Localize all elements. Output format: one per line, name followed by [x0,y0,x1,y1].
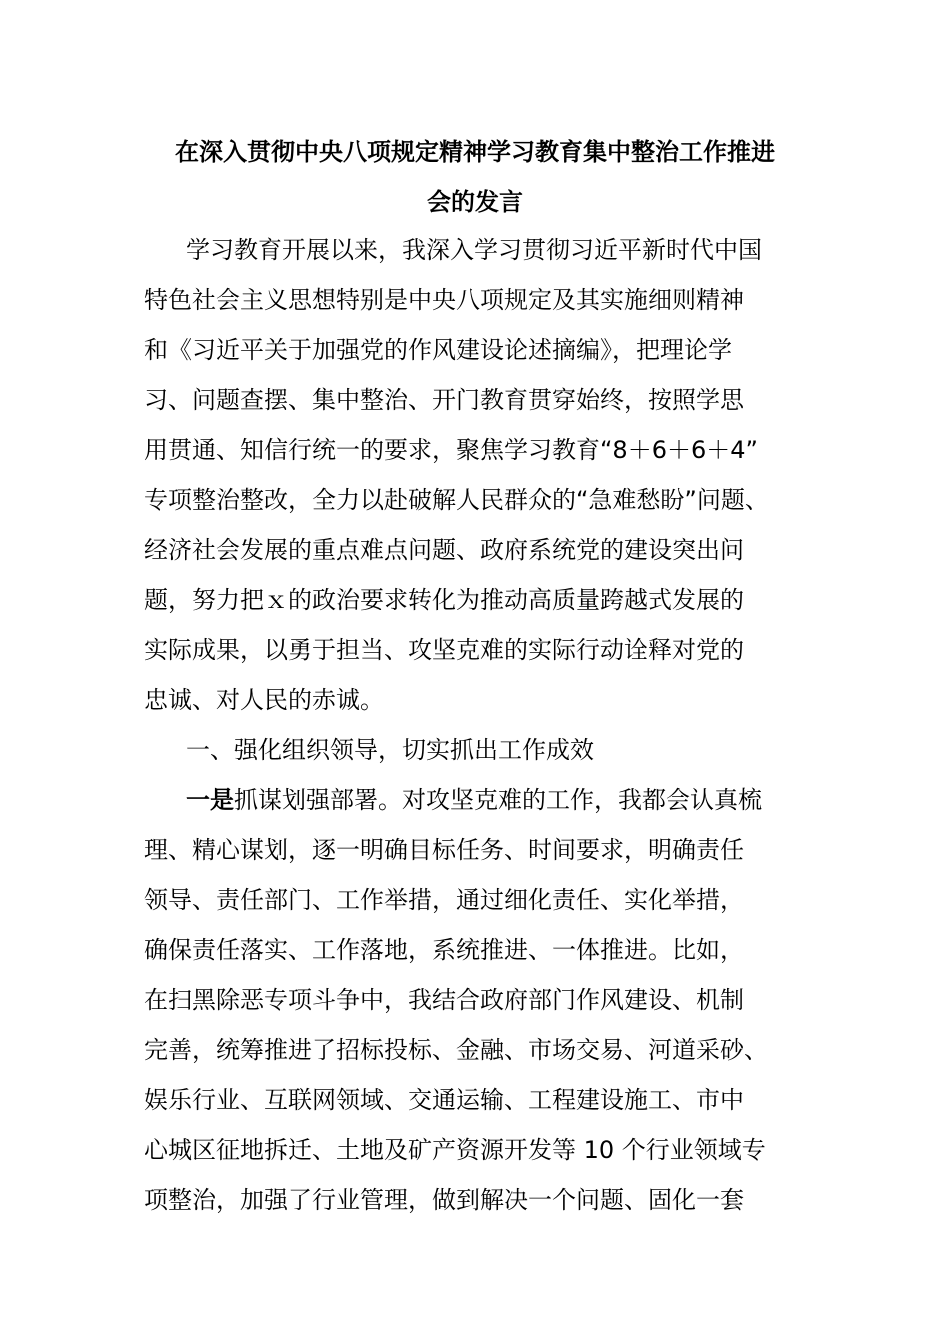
paragraph-1-line-10: 忠诚、对人民的赤诚。 [144,686,384,714]
paragraph-2-line-1 [186,784,762,816]
paragraph-1-line-1: 学习教育开展以来，我深入学习贯彻习近平新时代中国 [186,236,762,264]
document-title-line-2: 会的发言 [427,188,523,216]
paragraph-2-lead: 一是 [186,786,234,814]
paragraph-1-line-3: 和《习近平关于加强党的作风建设论述摘编》，把理论学 [144,336,732,364]
paragraph-2-line-7: 娱乐行业、互联网领域、交通运输、工程建设施工、市中 [144,1086,744,1114]
paragraph-1-line-7: 经济社会发展的重点难点问题、政府系统党的建设突出问 [144,536,744,564]
paragraph-1-line-9: 实际成果，以勇于担当、攻坚克难的实际行动诠释对党的 [144,636,744,664]
document-title-line-1: 在深入贯彻中央八项规定精神学习教育集中整治工作推进 [175,138,775,166]
paragraph-2-line-5: 在扫黑除恶专项斗争中，我结合政府部门作风建设、机制 [144,986,744,1014]
paragraph-2-line-1-text: 抓谋划强部署。对攻坚克难的工作，我都会认真梳 [234,786,762,814]
paragraph-1-line-4: 习、问题查摆、集中整治、开门教育贯穿始终，按照学思 [144,386,744,414]
section-1-heading: 一、强化组织领导，切实抓出工作成效 [186,736,594,764]
paragraph-2-line-2: 理、精心谋划，逐一明确目标任务、时间要求，明确责任 [144,836,744,864]
paragraph-1-line-8: 题，努力把ｘ的政治要求转化为推动高质量跨越式发展的 [144,586,744,614]
paragraph-2-line-6: 完善，统筹推进了招标投标、金融、市场交易、河道采砂、 [144,1036,768,1064]
paragraph-1-line-2: 特色社会主义思想特别是中央八项规定及其实施细则精神 [144,286,744,314]
paragraph-2-line-3: 领导、责任部门、工作举措，通过细化责任、实化举措， [144,886,744,914]
paragraph-2-line-8: 心城区征地拆迁、土地及矿产资源开发等 10 个行业领域专 [144,1136,766,1164]
paragraph-2-line-4: 确保责任落实、工作落地，系统推进、一体推进。比如， [144,936,744,964]
paragraph-2-line-9: 项整治，加强了行业管理，做到解决一个问题、固化一套 [144,1186,744,1214]
paragraph-1-line-5: 用贯通、知信行统一的要求，聚焦学习教育“8＋6＋6＋4” [144,436,758,464]
paragraph-1-line-6: 专项整治整改，全力以赴破解人民群众的“急难愁盼”问题、 [144,486,769,514]
